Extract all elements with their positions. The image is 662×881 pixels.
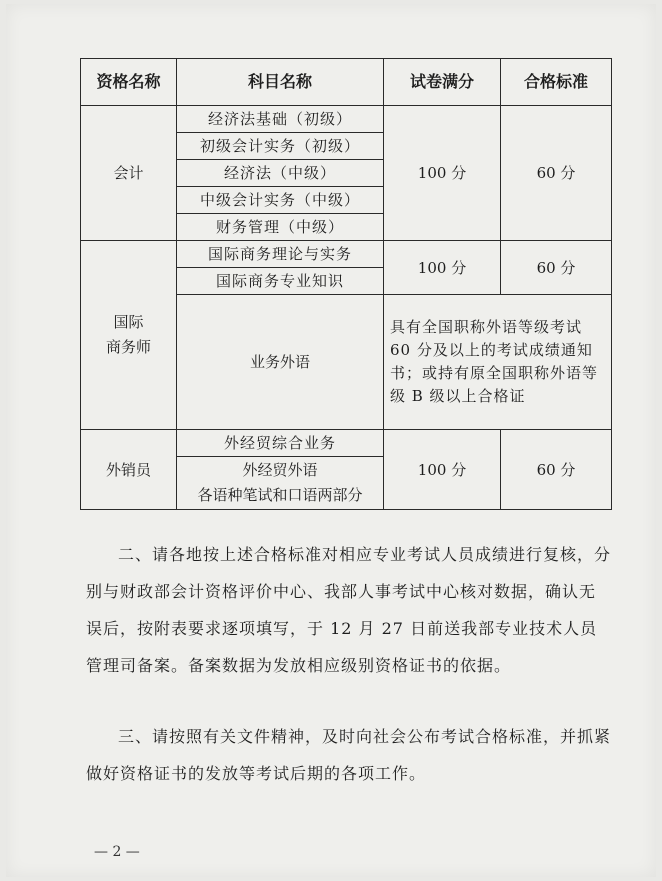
full-score-cell: 100 分 [384,106,501,241]
subject-cell: 经济法基础（初级） [177,106,384,133]
full-score-cell: 100 分 [384,430,501,510]
qualification-standards-table [80,58,612,510]
subject-cell: 财务管理（中级） [177,214,384,241]
paragraph-review-instructions: 二、请各地按上述合格标准对相应专业考试人员成绩进行复核，分别与财政部会计资格评价中心、我部人事考试中心核对数据，确认无误后，按附表要求逐项填写，于 12 月 27 日前送我部专业技术人员管理司备案。备案数据为发放相应级别资格证书的依据。 [86,545,612,675]
qualification-name-line: 国际 [113,312,144,331]
subject-cell: 中级会计实务（中级） [177,187,384,214]
table-row [81,241,612,268]
table-row [81,106,612,133]
page-number: — 2 — [94,844,140,860]
document-page [6,4,656,877]
pass-standard-cell: 60 分 [501,106,612,241]
subject-cell [177,457,384,510]
subject-cell: 初级会计实务（初级） [177,133,384,160]
subject-cell: 国际商务专业知识 [177,268,384,295]
table-row [81,430,612,457]
qualification-intl-business [81,241,177,430]
language-requirement-note: 具有全国职称外语等级考试 60 分及以上的考试成绩通知书；或持有原全国职称外语等级 B 级以上合格证 [384,295,612,430]
subject-cell: 外经贸综合业务 [177,430,384,457]
header-subject: 科目名称 [177,59,384,106]
header-full-score: 试卷满分 [384,59,501,106]
subject-cell: 国际商务理论与实务 [177,241,384,268]
pass-standard-cell: 60 分 [501,430,612,510]
subject-line: 外经贸外语 [242,460,318,479]
qualification-accounting: 会计 [81,106,177,241]
qualification-sales: 外销员 [81,430,177,510]
full-score-cell: 100 分 [384,241,501,295]
header-qualification: 资格名称 [81,59,177,106]
table-header-row [81,59,612,106]
subject-cell: 经济法（中级） [177,160,384,187]
paragraph-publish-instructions: 三、请按照有关文件精神，及时向社会公布考试合格标准，并抓紧做好资格证书的发放等考试后期的各项工作。 [86,727,612,783]
header-pass-standard: 合格标准 [501,59,612,106]
subject-cell-foreign-language: 业务外语 [177,295,384,430]
pass-standard-cell: 60 分 [501,241,612,295]
subject-line: 各语种笔试和口语两部分 [197,486,363,504]
qualification-name-line: 商务师 [105,338,151,356]
